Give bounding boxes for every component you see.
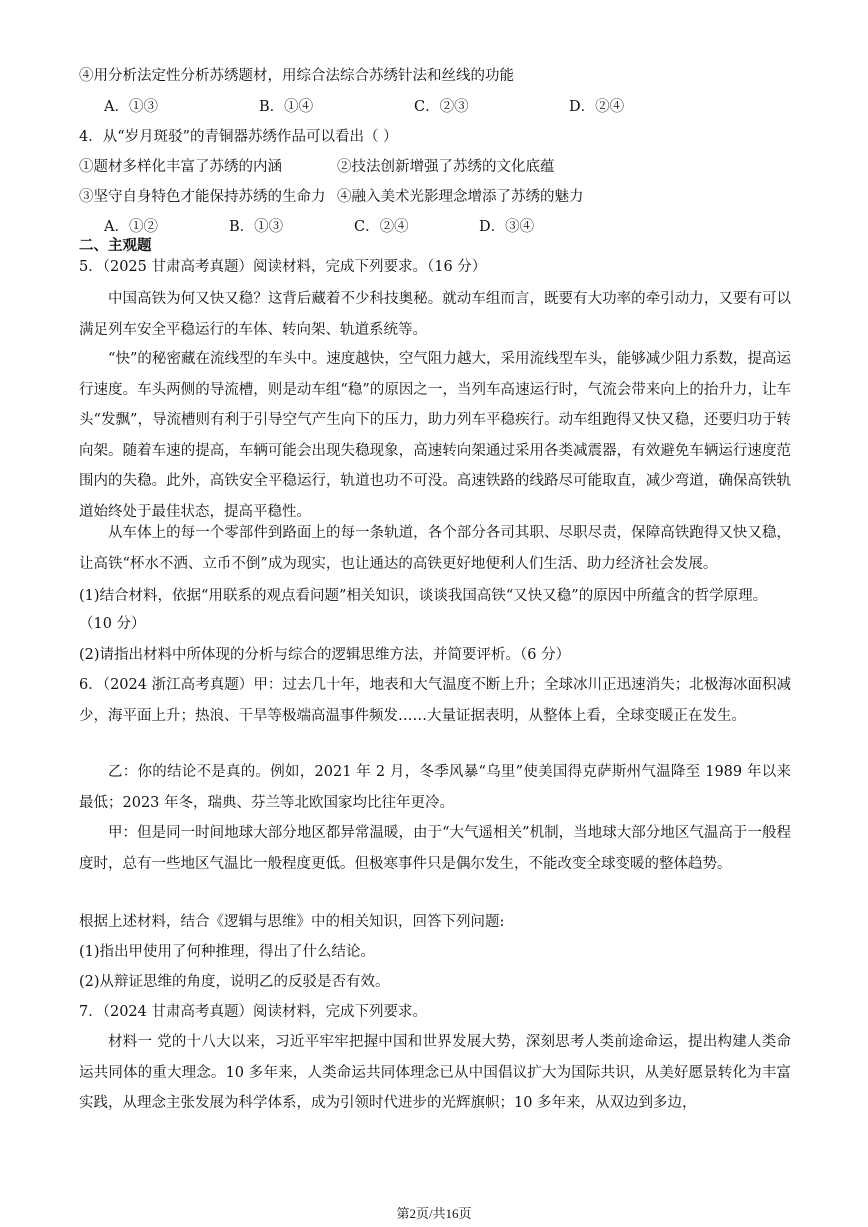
q5-material-paragraph-2: “快”的秘密藏在流线型的车头中。速度越快，空气阻力越大，采用流线型车头，能够减少阻力系数，提高运行速度。车头两侧的导流槽，则是动车组“稳”的原因之一，当列车高速运行时，气流会带来向上的抬升力，让车头“发飘”，导流槽则有利于引导空气产生向下的压力，助力列车平稳疾行。动车组跑得又快又稳，还要归功于转向架。随着车速的提高，车辆可能会出现失稳现象，高速转向架通过采用各类减震器，有效避免车辆运行速度范围内的失稳。此外，高铁安全平稳运行，轨道也功不可没。高速铁路的线路尽可能取直，减少弯道，确保高铁轨道始终处于最佳状态，提高平稳性。 [79, 351, 791, 520]
q6-subquestion-2: (2)从辩证思维的角度，说明乙的反驳是否有效。 [79, 974, 390, 990]
q4-statements-row-2 [79, 187, 584, 207]
q3-option-a: A．①③ [104, 99, 158, 115]
q3-option-b: B．①④ [259, 99, 314, 115]
q4-option-d: D．③④ [479, 219, 535, 235]
q4-stem: 4．从“岁月斑驳”的青铜器苏绣作品可以看出（ ） [79, 129, 398, 145]
q3-statement-4: ④用分析法定性分析苏绣题材，用综合法综合苏绣针法和丝线的功能 [79, 68, 514, 84]
q5-subquestion-1-score: （10 分） [79, 616, 146, 632]
q6-paragraph-yi: 乙：你的结论不是真的。例如，2021 年 2 月，冬季风暴“乌里”使美国得克萨斯州气温降至 1989 年以来最低；2023 年冬，瑞典、芬兰等北欧国家均比往年更冷。 [79, 764, 791, 811]
q6-stem: 6．（2024 浙江高考真题）甲：过去几十年，地表和大气温度不断上升；全球冰川正迅速消失；北极海冰面积减少，海平面上升；热浪、干旱等极端高温事件频发……大量证据表明，从整体上看，全球变暖正在发生。 [79, 677, 791, 724]
q7-material-1: 材料一 党的十八大以来，习近平牢牢把握中国和世界发展大势，深刻思考人类前途命运，提出构建人类命运共同体的重大理念。10 多年来，人类命运共同体理念已从中国倡议扩大为国际共识，从美好愿景转化为丰富实践，从理念主张发展为科学体系，成为引领时代进步的光辉旗帜；10 多年来，从双边到多边， [79, 1034, 791, 1112]
section-title-subjective: 二、主观题 [79, 238, 152, 254]
q6-paragraph-jia: 甲：但是同一时间地球大部分地区都异常温暖，由于“大气遥相关”机制，当地球大部分地区气温高于一般程度时，总有一些地区气温比一般程度更低。但极寒事件只是偶尔发生，不能改变全球变暖的整体趋势。 [79, 825, 791, 872]
q4-statement-2: ②技法创新增强了苏绣的文化底蕴 [337, 159, 555, 175]
page-number-footer: 第2页/共16页 [396, 1206, 472, 1221]
q4-statements-row-1 [79, 157, 555, 177]
q5-subquestion-2: (2)请指出材料中所体现的分析与综合的逻辑思维方法，并简要评析。（6 分） [79, 647, 571, 663]
q4-option-a: A．①② [104, 219, 158, 235]
q4-option-c: C．②④ [354, 219, 409, 235]
q4-statement-4: ④融入美术光影理念增添了苏绣的魅力 [337, 189, 584, 205]
q7-stem: 7．（2024 甘肃高考真题）阅读材料，完成下列要求。 [79, 1004, 427, 1020]
q3-option-d: D．②④ [569, 99, 625, 115]
q5-subquestion-1: (1)结合材料，依据“用联系的观点看问题”相关知识，谈谈我国高铁“又快又稳”的原因中所蕴含的哲学原理。 [79, 588, 768, 604]
q6-instruction: 根据上述材料，结合《逻辑与思维》中的相关知识，回答下列问题: [79, 914, 505, 930]
q3-option-c: C．②③ [414, 99, 469, 115]
q5-stem: 5．（2025 甘肃高考真题）阅读材料，完成下列要求。（16 分） [79, 259, 487, 275]
q6-subquestion-1: (1)指出甲使用了何种推理，得出了什么结论。 [79, 944, 376, 960]
q3-options [104, 97, 624, 117]
q4-statement-1: ①题材多样化丰富了苏绣的内涵 [79, 159, 282, 175]
q5-material-paragraph-1: 中国高铁为何又快又稳？这背后藏着不少科技奥秘。就动车组而言，既要有大功率的牵引动力，又要有可以满足列车安全平稳运行的车体、转向架、轨道系统等。 [79, 291, 791, 338]
q5-material-paragraph-3: 从车体上的每一个零部件到路面上的每一条轨道，各个部分各司其职、尽职尽责，保障高铁跑得又快又稳，让高铁“杯水不洒、立币不倒”成为现实，也让通达的高铁更好地便利人们生活、助力经济社会发展。 [79, 525, 791, 572]
q4-option-b: B．①③ [229, 219, 284, 235]
q4-options [104, 217, 534, 237]
q4-statement-3: ③坚守自身特色才能保持苏绣的生命力 [79, 189, 326, 205]
